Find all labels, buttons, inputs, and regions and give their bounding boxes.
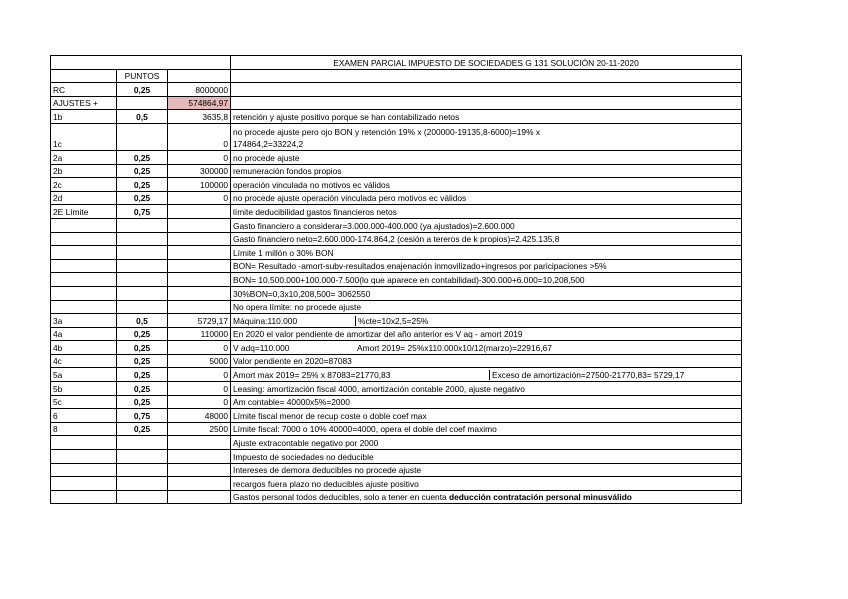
- table-row: [51, 422, 742, 436]
- cell-comment[interactable]: [231, 123, 742, 150]
- cell-item[interactable]: [51, 463, 117, 477]
- cell-amount[interactable]: [168, 477, 231, 491]
- table-row: [51, 368, 742, 382]
- cell-points[interactable]: [117, 123, 168, 150]
- comment-extra: Amort 2019= 25%x110.000x10/12(marzo)=22916,67: [357, 342, 552, 353]
- cell-item[interactable]: [51, 286, 117, 300]
- cell-comment[interactable]: Impuesto de sociedades no deducible: [231, 450, 742, 464]
- table-row: [51, 436, 742, 450]
- cell-item[interactable]: [51, 477, 117, 491]
- comment-extra: %cte=10x2,5=25%: [355, 316, 428, 326]
- cell-item[interactable]: 5c: [51, 395, 117, 409]
- cell-comment[interactable]: [231, 314, 742, 328]
- cell-points[interactable]: 0,25: [117, 354, 168, 368]
- cell-comment[interactable]: Límite fiscal: 7000 o 10% 40000=4000, opera el doble del coef maximo: [231, 422, 742, 436]
- comment-line: no procede ajuste pero ojo BON y retención 19% x (200000-19135,8-6000)=19% x: [233, 126, 541, 137]
- cell-amount[interactable]: 300000: [168, 164, 231, 178]
- cell-amount[interactable]: 5729,17: [168, 314, 231, 328]
- cell-amount[interactable]: 5000: [168, 354, 231, 368]
- cell-amount[interactable]: [168, 490, 231, 504]
- cell-item[interactable]: [51, 490, 117, 504]
- cell-comment[interactable]: remuneración fondos propios: [231, 164, 742, 178]
- cell-comment[interactable]: límite deducibilidad gastos financieros netos: [231, 205, 742, 219]
- table-row: [51, 490, 742, 504]
- cell-points[interactable]: 0,5: [117, 110, 168, 124]
- table-row: [51, 314, 742, 328]
- table-row: [51, 273, 742, 287]
- table-row: [51, 450, 742, 464]
- cell-points[interactable]: [117, 436, 168, 450]
- table-row: [51, 110, 742, 124]
- cell-comment[interactable]: operación vinculada no motivos ec válidos: [231, 178, 742, 192]
- cell-points[interactable]: [117, 463, 168, 477]
- cell-comment[interactable]: Intereses de demora deducibles no procede ajuste: [231, 463, 742, 477]
- cell-comment[interactable]: [231, 368, 742, 382]
- cell-item[interactable]: 4a: [51, 327, 117, 341]
- cell-comment[interactable]: BON= 10.500.000+100.000-7.500(lo que aparece en contabilidad)-300.000+6.000=10,208,500: [231, 273, 742, 287]
- table-row: [51, 395, 742, 409]
- comment-text: Máquina:110.000: [233, 315, 298, 326]
- cell-item[interactable]: 2a: [51, 150, 117, 164]
- table-row: [51, 123, 742, 150]
- comment-bold-text: deducción contratación personal minusválido: [449, 492, 632, 503]
- cell-item[interactable]: RC: [51, 83, 117, 97]
- cell-amount[interactable]: 2500: [168, 422, 231, 436]
- cell-amount[interactable]: [168, 450, 231, 464]
- table-row: [51, 96, 742, 110]
- puntos-header[interactable]: PUNTOS: [117, 69, 168, 83]
- cell-item[interactable]: [51, 259, 117, 273]
- cell-comment[interactable]: Am contable= 40000x5%=2000: [231, 395, 742, 409]
- cell-amount[interactable]: 3635,8: [168, 110, 231, 124]
- cell-item[interactable]: [51, 232, 117, 246]
- cell-points[interactable]: 0,25: [117, 368, 168, 382]
- cell-amount[interactable]: 0: [168, 395, 231, 409]
- table-row: [51, 205, 742, 219]
- cell-points[interactable]: [117, 96, 168, 110]
- cell-points[interactable]: 0,75: [117, 409, 168, 423]
- cell-amount[interactable]: [168, 259, 231, 273]
- cell-item[interactable]: [51, 436, 117, 450]
- cell-points[interactable]: 0,25: [117, 395, 168, 409]
- cell-comment[interactable]: no procede ajuste operación vinculada pero motivos ec válidos: [231, 191, 742, 205]
- cell-comment[interactable]: BON= Resultado -amort-subv-resultados enajenación inmovilizado+ingresos por paricipaciones >5%: [231, 259, 742, 273]
- cell-points[interactable]: [117, 477, 168, 491]
- cell-amount[interactable]: [168, 205, 231, 219]
- cell-comment[interactable]: Límite 1 millón o 30% BON: [231, 246, 742, 260]
- cell-points[interactable]: [117, 259, 168, 273]
- table-row: [51, 327, 742, 341]
- cell-item[interactable]: [51, 218, 117, 232]
- cell-points[interactable]: 0,25: [117, 327, 168, 341]
- blank-cell[interactable]: [51, 69, 117, 83]
- cell-comment[interactable]: Gasto financiero a considerar=3.000.000-400.000 (ya ajustados)=2.600.000: [231, 218, 742, 232]
- title-row: [51, 56, 742, 70]
- cell-comment[interactable]: 30%BON=0,3x10,208,500= 3062550: [231, 286, 742, 300]
- cell-item[interactable]: 4b: [51, 341, 117, 355]
- comment-text: Amort max 2019= 25% x 87083=21770,83: [233, 370, 391, 381]
- cell-item[interactable]: [51, 273, 117, 287]
- cell-comment[interactable]: retención y ajuste positivo porque se han contabilizado netos: [231, 110, 742, 124]
- table-row: [51, 246, 742, 260]
- cell-amount[interactable]: [168, 463, 231, 477]
- cell-amount[interactable]: 8000000: [168, 83, 231, 97]
- cell-points[interactable]: 0,25: [117, 150, 168, 164]
- cell-amount[interactable]: [168, 218, 231, 232]
- table-row: [51, 354, 742, 368]
- cell-points[interactable]: 0,25: [117, 382, 168, 396]
- cell-amount[interactable]: [168, 436, 231, 450]
- comment-text: V adq=110.000: [233, 342, 290, 353]
- cell-item[interactable]: [51, 246, 117, 260]
- cell-points[interactable]: [117, 232, 168, 246]
- sheet-title[interactable]: EXAMEN PARCIAL IMPUESTO DE SOCIEDADES G 131 SOLUCIÓN 20-11-2020: [231, 56, 742, 70]
- cell-item[interactable]: 2d: [51, 191, 117, 205]
- cell-points[interactable]: 0,25: [117, 191, 168, 205]
- cell-points[interactable]: 0,25: [117, 83, 168, 97]
- blank-cell[interactable]: [231, 69, 742, 83]
- cell-points[interactable]: 0,25: [117, 422, 168, 436]
- cell-item[interactable]: 2b: [51, 164, 117, 178]
- cell-item[interactable]: 8: [51, 422, 117, 436]
- cell-item[interactable]: 2c: [51, 178, 117, 192]
- spreadsheet: [50, 55, 742, 504]
- cell-item[interactable]: 3a: [51, 314, 117, 328]
- cell-amount[interactable]: 0: [168, 191, 231, 205]
- cell-amount[interactable]: 0: [168, 382, 231, 396]
- blank-cell[interactable]: [168, 69, 231, 83]
- cell-amount[interactable]: 48000: [168, 409, 231, 423]
- cell-comment[interactable]: Límite fiscal menor de recup coste o doble coef max: [231, 409, 742, 423]
- cell-points[interactable]: [117, 490, 168, 504]
- table-row: [51, 382, 742, 396]
- cell-amount[interactable]: 0: [168, 341, 231, 355]
- comment-extra: Exceso de amortización=27500-21770,83= 5729,17: [489, 370, 684, 380]
- cell-item[interactable]: [51, 300, 117, 314]
- table-row: [51, 178, 742, 192]
- cell-amount[interactable]: [168, 273, 231, 287]
- cell-item[interactable]: 2E Límite: [51, 205, 117, 219]
- cell-comment[interactable]: [231, 341, 742, 355]
- cell-points[interactable]: 0,25: [117, 164, 168, 178]
- cell-amount[interactable]: 110000: [168, 327, 231, 341]
- cell-points[interactable]: [117, 286, 168, 300]
- cell-comment[interactable]: [231, 96, 742, 110]
- cell-item[interactable]: [51, 450, 117, 464]
- table-row: [51, 341, 742, 355]
- table-row: [51, 300, 742, 314]
- cell-item[interactable]: 5a: [51, 368, 117, 382]
- cell-amount[interactable]: [168, 300, 231, 314]
- cell-points[interactable]: [117, 273, 168, 287]
- cell-comment[interactable]: Leasing: amortización fiscal 4000, amortización contable 2000, ajuste negativo: [231, 382, 742, 396]
- cell-amount[interactable]: 0: [168, 123, 231, 150]
- cell-item[interactable]: 1c: [51, 123, 117, 150]
- comment-line: 174864,2=33224,2: [233, 138, 304, 149]
- cell-amount[interactable]: [168, 246, 231, 260]
- cell-comment[interactable]: No opera límite: no procede ajuste: [231, 300, 742, 314]
- cell-points[interactable]: [117, 246, 168, 260]
- table-row: [51, 463, 742, 477]
- cell-comment[interactable]: Gasto financiero neto=2.600.000-174.864,2 (cesión a tereros de k propios)=2.425.135,8: [231, 232, 742, 246]
- cell-points[interactable]: 0,75: [117, 205, 168, 219]
- cell-amount[interactable]: [168, 232, 231, 246]
- cell-points[interactable]: 0,5: [117, 314, 168, 328]
- cell-comment[interactable]: Ajuste extracontable negativo por 2000: [231, 436, 742, 450]
- cell-item[interactable]: 6: [51, 409, 117, 423]
- cell-comment[interactable]: [231, 83, 742, 97]
- table-row: [51, 232, 742, 246]
- cell-comment[interactable]: [231, 490, 742, 504]
- cell-comment[interactable]: recargos fuera plazo no deducibles ajuste positivo: [231, 477, 742, 491]
- cell-item[interactable]: 1b: [51, 110, 117, 124]
- header-row: [51, 69, 742, 83]
- comment-text: Gastos personal todos deducibles, solo a tener en cuenta: [233, 492, 447, 503]
- cell-points[interactable]: [117, 450, 168, 464]
- cell-points[interactable]: [117, 300, 168, 314]
- table-row: [51, 409, 742, 423]
- table-row: [51, 164, 742, 178]
- table-row: [51, 218, 742, 232]
- table-row: [51, 477, 742, 491]
- cell-amount[interactable]: [168, 286, 231, 300]
- cell-item[interactable]: 4c: [51, 354, 117, 368]
- table-row: [51, 286, 742, 300]
- cell-amount[interactable]: 0: [168, 368, 231, 382]
- cell-amount[interactable]: 0: [168, 150, 231, 164]
- cell-points[interactable]: [117, 218, 168, 232]
- table-row: [51, 191, 742, 205]
- cell-points[interactable]: 0,25: [117, 178, 168, 192]
- cell-comment[interactable]: no procede ajuste: [231, 150, 742, 164]
- table-row: [51, 150, 742, 164]
- cell-item[interactable]: AJUSTES +: [51, 96, 117, 110]
- cell-comment[interactable]: En 2020 el valor pendiente de amortizar del año anterior es V aq - amort 2019: [231, 327, 742, 341]
- table-row: [51, 259, 742, 273]
- cell-amount[interactable]: 100000: [168, 178, 231, 192]
- cell-amount-highlighted[interactable]: 574864,97: [168, 96, 231, 110]
- cell-comment[interactable]: Valor pendiente en 2020=87083: [231, 354, 742, 368]
- blank-cell[interactable]: [51, 56, 231, 70]
- cell-item[interactable]: 5b: [51, 382, 117, 396]
- table-row: [51, 83, 742, 97]
- cell-points[interactable]: 0,25: [117, 341, 168, 355]
